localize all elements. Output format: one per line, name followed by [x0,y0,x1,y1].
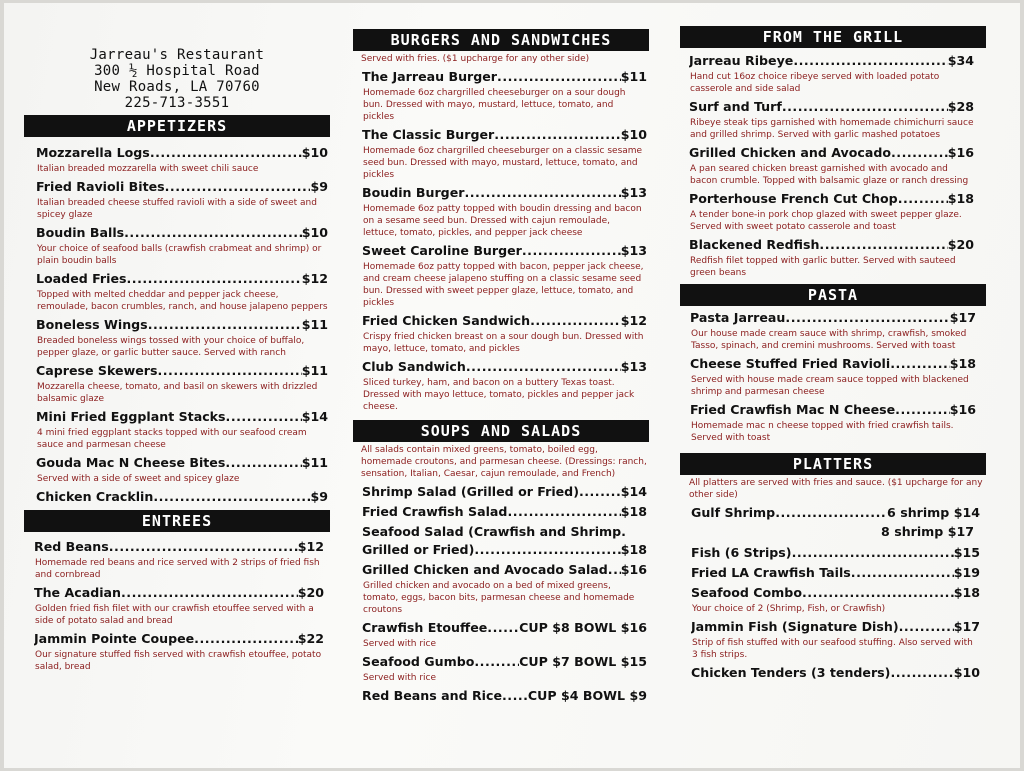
menu-item-description: Hand cut 16oz choice ribeye served with loaded potato casserole and side salad [690,72,940,94]
menu-item-name: Gouda Mac N Cheese Bites [36,455,226,470]
restaurant-address-line1: 300 ½ Hospital Road [94,63,260,79]
dot-leader [890,355,950,373]
menu-item-line [36,224,328,242]
menu-item-line [36,270,328,288]
burgers-list [353,68,649,413]
menu-item-price: $22 [297,631,324,646]
restaurant-address-line2: New Roads, LA 70760 [94,79,260,95]
dot-leader [530,312,621,330]
menu-item-line [362,312,647,330]
menu-item-description: Our signature stuffed fish served with crawfish etouffee, potato salad, bread [35,650,322,672]
menu-item-description: Strip of fish stuffed with our seafood stuffing. Also served with 3 fish strips. [692,638,973,660]
menu-item-name: Loaded Fries [36,271,127,286]
menu-item-line [362,687,647,705]
menu-item-line [691,584,980,602]
appetizers-heading: APPETIZERS [24,115,330,137]
menu-item-line [36,362,328,380]
menu-item-description: Your choice of 2 (Shrimp, Fish, or Crawfish) [692,604,886,614]
platters-list [680,504,986,682]
menu-item-description: 4 mini fried eggplant stacks topped with our seafood cream sauce and parmesan cheese [37,428,307,450]
menu-item-line [691,504,980,522]
menu-item-name: Grilled Chicken and Avocado Salad [362,562,608,577]
pasta-list [680,309,986,444]
menu-item-price: $20 [947,237,974,252]
menu-item-name: Boudin Burger [362,185,465,200]
menu-item-line [34,584,324,602]
menu-item-line [362,126,647,144]
menu-item-price: $18 [949,356,976,371]
menu-item [691,664,980,682]
menu-item-price: $28 [947,99,974,114]
menu-item-line [36,178,328,196]
menu-item-line [362,653,647,671]
menu-item-name: Cheese Stuffed Fried Ravioli [690,356,891,371]
menu-item-price: $17 [953,619,980,634]
menu-item-description: Homemade red beans and rice served with 2 strips of fried fish and cornbread [35,558,320,580]
menu-item [362,503,647,521]
dot-leader [899,618,954,636]
dot-leader [785,309,949,327]
dot-leader [150,144,302,162]
menu-item-line [689,144,974,162]
menu-item-description: A tender bone-in pork chop glazed with sweet pepper glaze. Served with sweet potato casserole and toast [690,210,962,232]
menu-item-price: $18 [947,191,974,206]
menu-item-name: Boneless Wings [36,317,148,332]
menu-item [34,538,324,581]
menu-item [690,309,976,352]
menu-item-name: Club Sandwich [362,359,466,374]
menu-item-price: $11 [301,455,328,470]
menu-item-description: Topped with melted cheddar and pepper jack cheese, remoulade, bacon crumbles, ranch, and house jalapeno peppers [37,290,328,312]
pasta-heading: PASTA [680,284,986,306]
appetizers-list [24,144,330,506]
dot-leader [124,224,302,242]
menu-item-name: Chicken Cracklin [36,489,154,504]
entrees-heading: ENTREES [24,510,330,532]
dot-leader [502,687,523,705]
dot-leader [148,316,302,334]
menu-item-line [362,619,647,637]
menu-item [362,653,647,684]
menu-item-name-line1: Seafood Salad (Crawfish and Shrimp. [362,524,626,539]
menu-item-name: Crawfish Etouffee [362,620,488,635]
menu-item-name: Blackened Redfish [689,237,820,252]
menu-item [36,316,328,359]
menu-item [689,52,974,95]
menu-item-line [362,358,647,376]
menu-item-line [362,242,647,260]
menu-item-name: Grilled or Fried) [362,542,475,557]
menu-item [36,408,328,451]
menu-item-price: $10 [620,127,647,142]
menu-item-description: Mozzarella cheese, tomato, and basil on skewers with drizzled balsamic glaze [37,382,318,404]
menu-item-description: Served with a side of sweet and spicey glaze [37,474,240,484]
menu-item-name: The Jarreau Burger [362,69,498,84]
menu-item-name: Fried LA Crawfish Tails [691,565,851,580]
menu-item [36,488,328,506]
menu-item-line [36,454,328,472]
menu-item-name: Gulf Shrimp [691,505,776,520]
menu-item-description: Homemade 6oz chargrilled cheeseburger on a classic sesame seed bun. Dressed with mayo, mustard, lettuce, tomato, and pickles [363,146,643,180]
menu-item-price: $15 [953,545,980,560]
menu-item [362,312,647,355]
dot-leader [153,488,310,506]
menu-item [362,483,647,501]
dot-leader [793,52,947,70]
menu-item-price: $16 [949,402,976,417]
dot-leader [775,504,887,522]
menu-item-price: $13 [620,185,647,200]
menu-item-line [691,664,980,682]
menu-item-line [690,355,976,373]
menu-item-line [362,561,647,579]
menu-item-description: Redfish filet topped with garlic butter. Served with sauteed green beans [690,256,956,278]
menu-item-description: Your choice of seafood balls (crawfish crabmeat and shrimp) or plain boudin balls [37,244,322,266]
dot-leader [225,454,301,472]
menu-item [690,355,976,398]
menu-item-price: $12 [620,313,647,328]
menu-item [362,561,647,616]
menu-item [362,619,647,650]
grill-heading: FROM THE GRILL [680,26,986,48]
dot-leader [165,178,311,196]
menu-item [362,184,647,239]
dot-leader [474,653,519,671]
menu-item-description: Homemade mac n cheese topped with fried crawfish tails. Served with toast [691,421,954,443]
menu-item-description: Our house made cream sauce with shrimp, crawfish, smoked Tasso, spinach, and cremini mushrooms. Served with toast [691,329,967,351]
menu-item-description: Golden fried fish filet with our crawfish etouffee served with a side of potato salad and bread [35,604,314,626]
menu-item-name: Fried Ravioli Bites [36,179,165,194]
menu-item-description: Sliced turkey, ham, and bacon on a buttery Texas toast. Dressed with mayo lettuce, tomato, pickles and pepper jack cheese. [363,378,635,412]
menu-item-name: The Classic Burger [362,127,495,142]
dot-leader [851,564,954,582]
menu-item-name: Chicken Tenders (3 tenders) [691,665,891,680]
menu-item-name: Red Beans and Rice [362,688,503,703]
restaurant-name: Jarreau's Restaurant [89,47,265,63]
dot-leader [802,584,954,602]
burgers-heading: BURGERS AND SANDWICHES [353,29,649,51]
menu-item [691,584,980,615]
menu-item-name: Fried Chicken Sandwich [362,313,531,328]
menu-item-line [691,564,980,582]
menu-item-line [34,630,324,648]
menu-item-description: Ribeye steak tips garnished with homemade chimichurri sauce and grilled shrimp. Served with garlic mashed potatoes [690,118,974,140]
menu-item-name: Jammin Pointe Coupee [34,631,195,646]
menu-item-price: .CUP $4 BOWL $9 [523,688,647,703]
menu-item-name: Boudin Balls [36,225,125,240]
soups-heading: SOUPS AND SALADS [353,420,649,442]
menu-item-line [689,98,974,116]
menu-item-price: $19 [953,565,980,580]
menu-item-line [36,144,328,162]
dot-leader [608,561,621,579]
menu-item-line [362,541,647,559]
dot-leader [895,401,950,419]
menu-item-price: $13 [620,243,647,258]
dot-leader [109,538,298,556]
menu-item-name: Seafood Gumbo [362,654,475,669]
menu-item-price: $12 [297,539,324,554]
platters-note: All platters are served with fries and sauce. ($1 upcharge for any other side) [689,478,983,500]
menu-item-description: Homemade 6oz patty topped with bacon, pepper jack cheese, and cream cheese jalapeno stuffing on a classic sesame seed bun. Dressed with sweet pepper glaze, lettuce, tomato, and pickles [363,262,644,308]
menu-item-price: $14 [301,409,328,424]
dot-leader [890,664,953,682]
menu-item [689,190,974,233]
menu-item [691,504,980,542]
burgers-note: Served with fries. ($1 upcharge for any other side) [361,54,590,64]
menu-item-description: Crispy fried chicken breast on a sour dough bun. Dressed with mayo, lettuce, tomato, and pickles [363,332,644,354]
soups-note: All salads contain mixed greens, tomato, boiled egg, homemade croutons, and parmesan cheese. (Dressings: ranch, sensation, Italian, Caesar, cajun remoulade, and French) [361,445,647,479]
soups-list [353,483,649,705]
menu-item-price: $11 [620,69,647,84]
menu-item-price: $14 [620,484,647,499]
menu-item-line [362,483,647,501]
restaurant-header [24,47,330,111]
menu-item [34,630,324,673]
dot-leader [579,483,621,501]
right-column [680,3,986,684]
dot-leader [487,619,519,637]
menu-item [36,224,328,267]
menu-item-line [34,538,324,556]
dot-leader [507,503,620,521]
menu-item-description: Homemade 6oz patty topped with boudin dressing and bacon on a sesame seed bun. Dressed with cajun remoulade, lettuce, tomato, pickles, and pepper jack cheese [363,204,642,238]
menu-item-line [36,316,328,334]
dot-leader [782,98,948,116]
menu-item-price: $18 [620,504,647,519]
menu-item-name: Mozzarella Logs [36,145,150,160]
dot-leader [157,362,301,380]
menu-item-name: Grilled Chicken and Avocado [689,145,892,160]
menu-item [362,687,647,705]
menu-item-price: $18 [953,585,980,600]
menu-item-price: 6 shrimp $14 [887,505,980,520]
menu-item-name: Shrimp Salad (Grilled or Fried) [362,484,579,499]
menu-item-price: $16 [947,145,974,160]
menu-item-description: Served with rice [363,639,437,649]
menu-item-name: Fried Crawfish Salad [362,504,508,519]
menu-item-alt-price: 8 shrimp $17 [881,524,974,539]
left-column [24,3,330,676]
menu-item-description: Served with rice [363,673,437,683]
menu-item-line [691,618,980,636]
menu-item [689,236,974,279]
menu-item-price: $11 [301,317,328,332]
menu-item-line [36,488,328,506]
menu-item [691,544,980,562]
menu-item-description: Grilled chicken and avocado on a bed of mixed greens, tomato, eggs, bacon bits, parmesan cheese and homemade croutons [363,581,635,615]
entrees-list [24,538,330,673]
dot-leader [522,242,621,260]
menu-item-price: CUP $8 BOWL $16 [519,620,647,635]
menu-item-line [689,52,974,70]
menu-item-name: Jammin Fish (Signature Dish) [691,619,899,634]
menu-item [36,454,328,485]
menu-item-name: The Acadian [34,585,121,600]
menu-item-line [362,503,647,521]
menu-item [36,270,328,313]
restaurant-phone: 225-713-3551 [124,95,230,111]
middle-column [353,3,649,707]
menu-item-description: Homemade 6oz chargrilled cheeseburger on a sour dough bun. Dressed with mayo, mustard, lettuce, tomato, and pickles [363,88,626,122]
menu-item-price: $20 [297,585,324,600]
menu-item-price: $9 [310,179,328,194]
menu-item-price: $9 [310,489,328,504]
menu-item-name: Mini Fried Eggplant Stacks [36,409,226,424]
dot-leader [497,68,621,86]
menu-item-price: $13 [620,359,647,374]
menu-item-line [362,184,647,202]
dot-leader [226,408,302,426]
dot-leader [891,144,948,162]
menu-item-line [689,190,974,208]
dot-leader [127,270,302,288]
menu-item-line [691,544,980,562]
menu-item-name: Surf and Turf [689,99,782,114]
menu-item-line [690,401,976,419]
menu-item-name: Caprese Skewers [36,363,158,378]
menu-item [690,401,976,444]
menu-item [34,584,324,627]
dot-leader [819,236,947,254]
menu-item-price: $16 [620,562,647,577]
menu-item-name: Jarreau Ribeye [689,53,794,68]
menu-item-line [689,236,974,254]
menu-item [691,564,980,582]
menu-item-description: Italian breaded mozzarella with sweet chili sauce [37,164,259,174]
menu-item-price: CUP $7 BOWL $15 [519,654,647,669]
menu-item-price: $12 [301,271,328,286]
menu-item [689,98,974,141]
menu-item [36,178,328,221]
menu-item-name: Fried Crawfish Mac N Cheese [690,402,896,417]
menu-item-line [690,309,976,327]
menu-item-description: A pan seared chicken breast garnished with avocado and bacon crumble. Topped with balsamic glaze or ranch dressing [690,164,969,186]
menu-item-price: $10 [301,225,328,240]
menu-item-name: Red Beans [34,539,109,554]
menu-page [4,3,1020,768]
dot-leader [792,544,954,562]
dot-leader [898,190,948,208]
menu-item-price: $10 [301,145,328,160]
menu-item [362,68,647,123]
grill-list [680,52,986,279]
menu-item [362,523,647,559]
menu-item-name: Pasta Jarreau [690,310,786,325]
dot-leader [464,184,620,202]
menu-item-name: Porterhouse French Cut Chop [689,191,898,206]
menu-item [362,242,647,309]
menu-item [36,144,328,175]
menu-item-name: Seafood Combo [691,585,802,600]
menu-item-price: $11 [301,363,328,378]
menu-item-line [36,408,328,426]
dot-leader [194,630,298,648]
menu-item [689,144,974,187]
menu-item [36,362,328,405]
menu-item-description: Breaded boneless wings tossed with your choice of buffalo, pepper glaze, or garlic butter sauce. Served with ranch [37,336,305,358]
dot-leader [466,358,621,376]
dot-leader [121,584,298,602]
menu-item-description: Italian breaded cheese stuffed ravioli with a side of sweet and spicey glaze [37,198,317,220]
dot-leader [474,541,620,559]
menu-item [362,126,647,181]
dot-leader [494,126,620,144]
menu-item-price: $18 [620,542,647,557]
menu-item-price: $34 [947,53,974,68]
menu-item [691,618,980,661]
menu-item-description: Served with house made cream sauce topped with blackened shrimp and parmesan cheese [691,375,969,397]
menu-item-line [362,68,647,86]
platters-heading: PLATTERS [680,453,986,475]
menu-item-price: $17 [949,310,976,325]
menu-item-name: Fish (6 Strips) [691,545,792,560]
menu-item [362,358,647,413]
menu-item-price: $10 [953,665,980,680]
menu-item-name: Sweet Caroline Burger [362,243,522,258]
